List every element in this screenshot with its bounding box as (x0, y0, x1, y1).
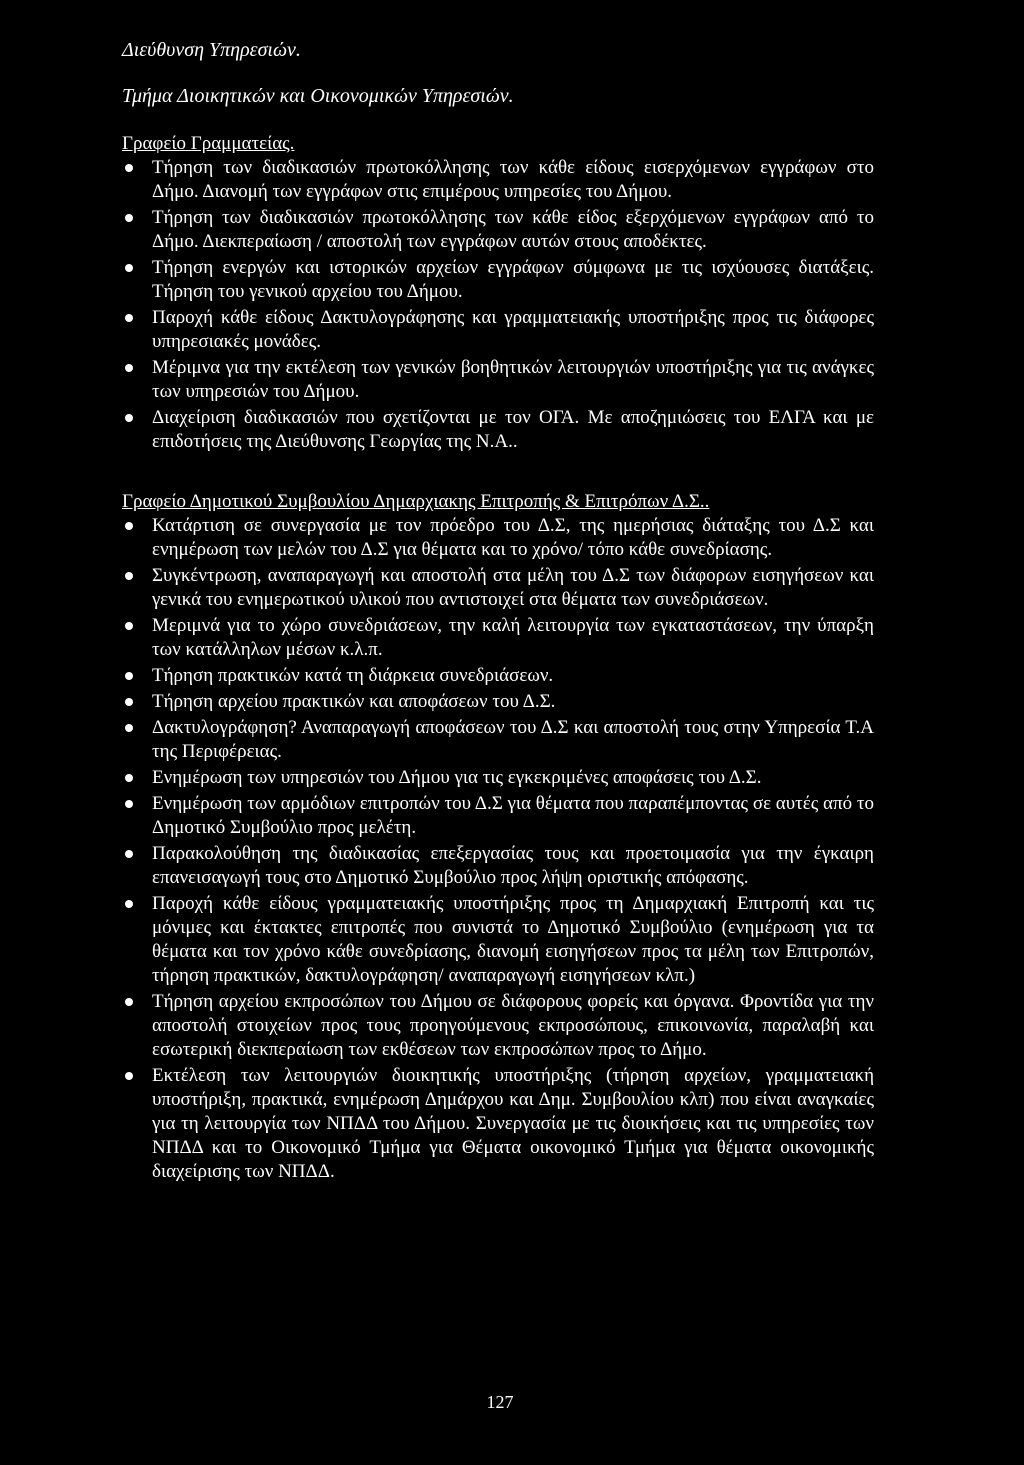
list-item: Μεριμνά για το χώρο συνεδριάσεων, την καλή λειτουργία των εγκαταστάσεων, την ύπαρξη των κατάλληλων μέσων κ.λ.π. (122, 614, 874, 662)
list-item: Εκτέλεση των λειτουργιών διοικητικής υποστήριξης (τήρηση αρχείων, γραμματειακή υποστήριξη, πρακτικά, ενημέρωση Δημάρχου και Δημ. Συμβουλίου κλπ) που είναι αναγκαίες για τη λειτουργία των ΝΠΔΔ του Δήμου. Συνεργασία με τις διοικήσεις και τις υπηρεσίες των ΝΠΔΔ και το Οικονομικό Τμήμα για Θέματα οικονομικό Τμήμα για θέματα οικονομικής διαχείρισης των ΝΠΔΔ. (122, 1064, 874, 1184)
bullet-icon (125, 672, 133, 680)
directorate-heading: Διεύθυνση Υπηρεσιών. (122, 39, 301, 61)
bullet-icon (125, 314, 133, 322)
list-item: Τήρηση ενεργών και ιστορικών αρχείων εγγράφων σύμφωνα με τις ισχύουσες διατάξεις. Τήρηση του γενικού αρχείου του Δήμου. (122, 256, 874, 304)
section-title-secretariat: Γραφείο Γραμματείας. (122, 133, 295, 154)
bullet-icon (125, 724, 133, 732)
list-item: Τήρηση αρχείου πρακτικών και αποφάσεων του Δ.Σ. (122, 690, 874, 714)
list-item: Συγκέντρωση, αναπαραγωγή και αποστολή στα μέλη του Δ.Σ των διάφορων εισηγήσεων και γενικά του ενημερωτικού υλικού που αντιστοιχεί στα θέματα των συνεδριάσεων. (122, 564, 874, 612)
list-item: Μέριμνα για την εκτέλεση των γενικών βοηθητικών λειτουργιών υποστήριξης για τις ανάγκες των υπηρεσιών του Δήμου. (122, 356, 874, 404)
list-item: Διαχείριση διαδικασιών που σχετίζονται με τον ΟΓΑ. Με αποζημιώσεις του ΕΛΓΑ και με επιδοτήσεις της Διεύθυνσης Γεωργίας της Ν.Α.. (122, 406, 874, 454)
bullet-icon (125, 572, 133, 580)
bullet-icon (125, 800, 133, 808)
council-duties-list (122, 514, 874, 1186)
list-item: Παροχή κάθε είδους Δακτυλογράφησης και γραμματειακής υποστήριξης προς τις διάφορες υπηρεσιακές μονάδες. (122, 306, 874, 354)
bullet-icon (125, 622, 133, 630)
bullet-icon (125, 774, 133, 782)
bullet-icon (125, 364, 133, 372)
list-item: Δακτυλογράφηση? Αναπαραγωγή αποφάσεων του Δ.Σ και αποστολή τους στην Υπηρεσία Τ.Α της Περιφέρειας. (122, 716, 874, 764)
department-heading: Τμήμα Διοικητικών και Οικονομικών Υπηρεσιών. (122, 85, 514, 107)
list-item: Τήρηση αρχείου εκπροσώπων του Δήμου σε διάφορους φορείς και όργανα. Φροντίδα για την αποστολή στοιχείων προς τους προηγούμενους εκπροσώπους, επικοινωνία, παραλαβή και εσωτερική διεκπεραίωση των εκθέσεων των εκπροσώπων προς το Δήμο. (122, 990, 874, 1062)
bullet-icon (125, 522, 133, 530)
list-item: Κατάρτιση σε συνεργασία με τον πρόεδρο του Δ.Σ, της ημερήσιας διάταξης του Δ.Σ και ενημέρωση των μελών του Δ.Σ για θέματα και το χρόνο/ τόπο κάθε συνεδρίασης. (122, 514, 874, 562)
list-item: Ενημέρωση των αρμόδιων επιτροπών του Δ.Σ για θέματα που παραπέμποντας σε αυτές από το Δημοτικό Συμβούλιο προς μελέτη. (122, 792, 874, 840)
list-item: Τήρηση των διαδικασιών πρωτοκόλλησης των κάθε είδος εξερχόμενων εγγράφων από το Δήμο. Διεκπεραίωση / αποστολή των εγγράφων αυτών στους αποδέκτες. (122, 206, 874, 254)
list-item: Παρακολούθηση της διαδικασίας επεξεργασίας τους και προετοιμασία για την έγκαιρη επανεισαγωγή τους στο Δημοτικό Συμβούλιο προς λήψη οριστικής απόφασης. (122, 842, 874, 890)
section-title-council: Γραφείο Δημοτικού Συμβουλίου Δημαρχιακης Επιτροπής & Επιτρόπων Δ.Σ.. (122, 491, 710, 512)
bullet-icon (125, 900, 133, 908)
bullet-icon (125, 214, 133, 222)
bullet-icon (125, 850, 133, 858)
bullet-icon (125, 998, 133, 1006)
list-item: Παροχή κάθε είδους γραμματειακής υποστήριξης προς τη Δημαρχιακή Επιτροπή και τις μόνιμες και έκτακτες επιτροπές που συνιστά το Δημοτικό Συμβούλιο (ενημέρωση για τα θέματα και τον χρόνο κάθε συνεδρίασης, διανομή εισηγήσεων προς τα μέλη των Επιτροπών, τήρηση πρακτικών, δακτυλογράφηση/ αναπαραγωγή εισηγήσεων κλπ.) (122, 892, 874, 988)
list-item: Ενημέρωση των υπηρεσιών του Δήμου για τις εγκεκριμένες αποφάσεις του Δ.Σ. (122, 766, 874, 790)
list-item: Τήρηση των διαδικασιών πρωτοκόλλησης των κάθε είδους εισερχόμενων εγγράφων στο Δήμο. Διανομή των εγγράφων στις επιμέρους υπηρεσίες του Δήμου. (122, 156, 874, 204)
bullet-icon (125, 1072, 133, 1080)
bullet-icon (125, 698, 133, 706)
bullet-icon (125, 414, 133, 422)
bullet-icon (125, 264, 133, 272)
page-number: 127 (486, 1392, 514, 1412)
secretariat-duties-list (122, 156, 874, 456)
bullet-icon (125, 164, 133, 172)
list-item: Τήρηση πρακτικών κατά τη διάρκεια συνεδριάσεων. (122, 664, 874, 688)
